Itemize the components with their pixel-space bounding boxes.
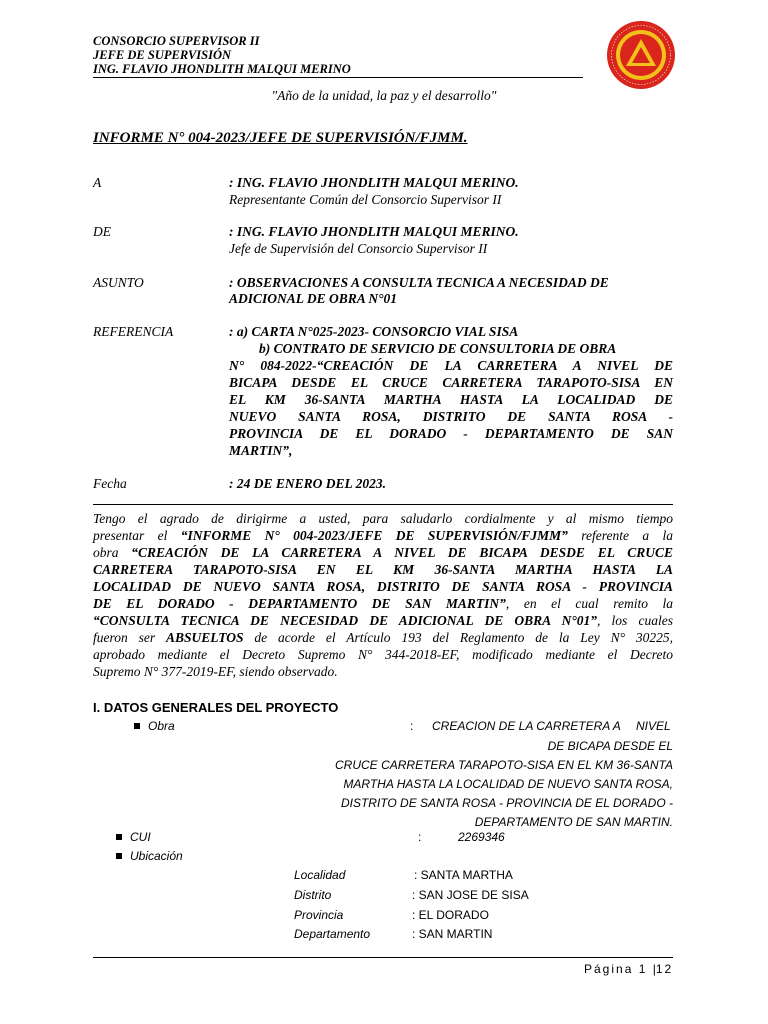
cui-label: CUI [130,830,151,844]
obra-line-2: DE BICAPA DESDE EL [547,739,673,753]
obra-line-1a: CREACION DE LA CARRETERA A [432,719,621,733]
body-line: obra “CREACIÓN DE LA CARRETERA A NIVEL DE BICAPA DESDE EL CRUCE [93,545,673,560]
location-label: Ubicación [130,849,183,863]
footer-divider [93,957,673,958]
obra-line-4: MARTHA HASTA LA LOCALIDAD DE NUEVO SANTA ROSA, [343,777,673,791]
body-paragraph [93,510,673,680]
obra-line-3: CRUCE CARRETERA TARAPOTO-SISA EN EL KM 36-SANTA [335,758,673,772]
bullet-icon [116,834,122,840]
motto: "Año de la unidad, la paz y el desarrollo" [271,88,497,103]
body-line: CARRETERA TARAPOTO-SISA EN EL KM 36-SANTA MARTHA HASTA LA [93,562,673,577]
reference-b-line-4: EL KM 36-SANTA MARTHA HASTA LA LOCALIDAD DE [229,392,673,407]
body-line: “CONSULTA TECNICA DE NECESIDAD DE ADICIONAL DE OBRA N°01”, los cuales [93,613,673,628]
province-label: Provincia [294,908,344,922]
district-value: : SAN JOSE DE SISA [412,888,529,902]
department-value: : SAN MARTIN [412,927,493,941]
page-number: Página 1 |12 [584,962,674,976]
body-line: Tengo el agrado de dirigirme a usted, para saludarlo cordialmente y al mismo tiempo [93,511,673,526]
province-value: : EL DORADO [412,908,489,922]
reference-b-line-3: BICAPA DESDE EL CRUCE CARRETERA TARAPOTO-SISA EN [229,375,673,390]
cui-value: 2269346 [458,830,505,844]
reference-b-line-1: b) CONTRATO DE SERVICIO DE CONSULTORIA DE OBRA [259,341,617,356]
to-value: : ING. FLAVIO JHONDLITH MALQUI MERINO. [229,175,519,190]
obra-line-1b: NIVEL [636,719,671,733]
reference-a: : a) CARTA N°025-2023- CONSORCIO VIAL SISA [229,324,519,339]
obra-colon: : [410,719,414,733]
subject-label: ASUNTO [93,275,144,290]
bullet-icon [134,723,140,729]
district-label: Distrito [294,888,332,902]
report-title: INFORME N° 004-2023/JEFE DE SUPERVISIÓN/FJMM. [93,130,468,146]
date-value: : 24 DE ENERO DEL 2023. [229,476,387,491]
body-line: fueron ser ABSUELTOS de acorde el Artículo 193 del Reglamento de la Ley N° 30225, [93,630,673,645]
header-divider [93,77,583,78]
body-line: Supremo N° 377-2019-EF, siendo observado. [93,664,338,679]
to-subtitle: Representante Común del Consorcio Supervisor II [229,192,502,207]
header-line-1: CONSORCIO SUPERVISOR II [93,34,260,48]
to-label: A [93,175,102,190]
body-line: LOCALIDAD DE NUEVO SANTA ROSA, DISTRITO DE SANTA ROSA - PROVINCIA [93,579,673,594]
header-line-2: JEFE DE SUPERVISIÓN [93,48,232,62]
company-seal-logo [606,20,676,90]
cui-colon: : [418,830,422,844]
obra-line-6: DEPARTAMENTO DE SAN MARTIN. [474,815,673,829]
body-line: presentar el “INFORME N° 004-2023/JEFE DE SUPERVISIÓN/FJMM” referente a la [93,528,673,543]
from-subtitle: Jefe de Supervisión del Consorcio Supervisor II [229,241,488,256]
body-line: DE EL DORADO - DEPARTAMENTO DE SAN MARTIN”, en el cual remito la [93,596,673,611]
subject-line-2: ADICIONAL DE OBRA N°01 [229,291,398,306]
locality-value: : SANTA MARTHA [414,868,513,882]
locality-label: Localidad [294,868,346,882]
from-label: DE [93,224,111,239]
section-divider [93,504,673,505]
reference-b-line-5: NUEVO SANTA ROSA, DISTRITO DE SANTA ROSA - [229,409,673,424]
reference-b-line-6: PROVINCIA DE EL DORADO - DEPARTAMENTO DE SAN [229,426,673,441]
obra-label: Obra [148,719,175,733]
obra-line-5: DISTRITO DE SANTA ROSA - PROVINCIA DE EL DORADO - [340,796,673,810]
from-value: : ING. FLAVIO JHONDLITH MALQUI MERINO. [229,224,519,239]
subject-line-1: : OBSERVACIONES A CONSULTA TECNICA A NECESIDAD DE [229,275,609,290]
header-line-3: ING. FLAVIO JHONDLITH MALQUI MERINO [93,62,351,76]
department-label: Departamento [294,927,371,941]
body-line: aprobado mediante el Decreto Supremo N° 344-2018-EF, modificado mediante el Decreto [93,647,673,662]
reference-b-line-7: MARTIN”, [229,443,293,458]
bullet-icon [116,853,122,859]
date-label: Fecha [93,476,127,491]
reference-label: REFERENCIA [93,324,174,339]
section-heading: I. DATOS GENERALES DEL PROYECTO [93,700,339,715]
reference-b-line-2: N° 084-2022-“CREACIÓN DE LA CARRETERA A NIVEL DE [229,358,673,373]
